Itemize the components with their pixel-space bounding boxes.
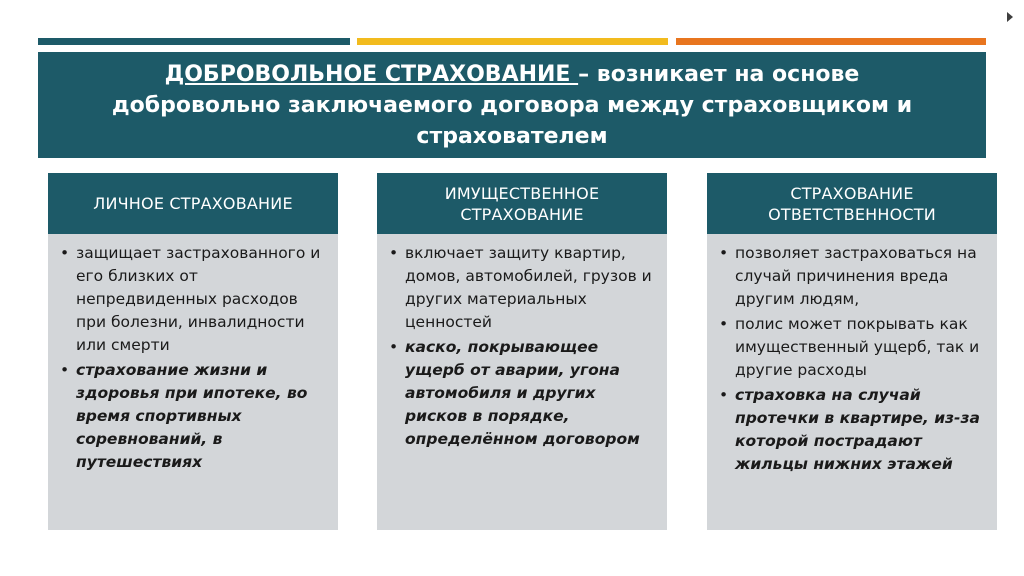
accent-stripe-teal [38,38,350,45]
definition-body: – возникает на основе добровольно заключаемого договора между страховщиком и страхователем [111,61,913,149]
list-item: • позволяет застраховаться на случай причинения вреда другим людям, [719,242,985,311]
list-item-example: • страховка на случай протечки в квартире, из-за которой пострадают жильцы нижних этажей [719,384,985,476]
accent-stripe-yellow [357,38,668,45]
triangle-right-icon [1007,12,1013,22]
card-list [389,242,655,451]
card-property-insurance [377,173,667,530]
card-title: СТРАХОВАНИЕ ОТВЕТСТВЕННОСТИ [707,173,997,234]
list-item-example: • страхование жизни и здоровья при ипотеке, во время спортивных соревнований, в путешествиях [60,359,326,474]
list-item: • полис может покрывать как имущественный ущерб, так и другие расходы [719,313,985,382]
card-list [719,242,985,476]
card-body [377,234,667,451]
card-list [60,242,326,474]
card-personal-insurance [48,173,338,530]
definition-text [82,59,942,152]
definition-banner [38,52,986,158]
accent-stripe-orange [676,38,986,45]
card-title: ИМУЩЕСТВЕННОЕ СТРАХОВАНИЕ [377,173,667,234]
definition-term: ДОБРОВОЛЬНОЕ СТРАХОВАНИЕ [164,61,579,87]
list-item: • включает защиту квартир, домов, автомобилей, грузов и других материальных ценностей [389,242,655,334]
card-liability-insurance [707,173,997,530]
card-body [48,234,338,474]
list-item: • защищает застрахованного и его близких от непредвиденных расходов при болезни, инвалидности или смерти [60,242,326,357]
card-body [707,234,997,476]
list-item-example: • каско, покрывающее ущерб от аварии, угона автомобиля и других рисков в порядке, определённом договором [389,336,655,451]
card-title: ЛИЧНОЕ СТРАХОВАНИЕ [48,173,338,234]
